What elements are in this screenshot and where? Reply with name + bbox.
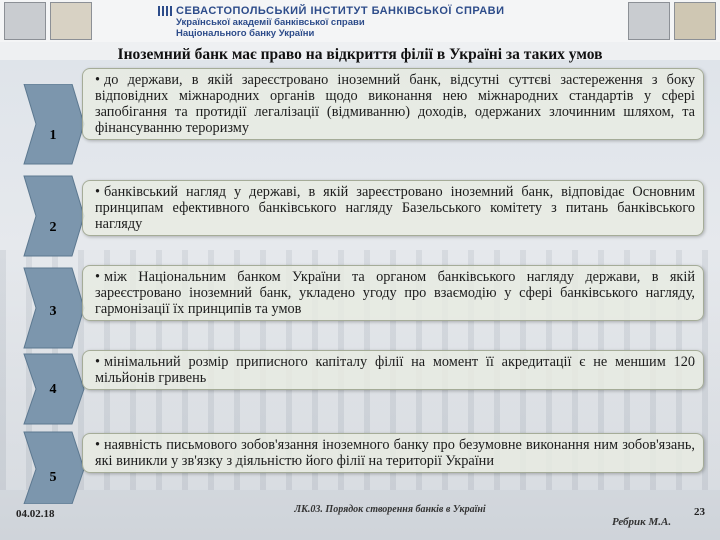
footer-date: 04.02.18 bbox=[16, 508, 55, 520]
institute-line-1: СЕВАСТОПОЛЬСЬКИЙ ІНСТИТУТ БАНКІВСЬКОЇ СПРАВИ bbox=[176, 5, 505, 17]
condition-card-4 bbox=[82, 350, 704, 390]
page-number: 23 bbox=[694, 506, 705, 518]
condition-card-2 bbox=[82, 180, 704, 236]
chevron-arrow-icon bbox=[24, 84, 84, 164]
bullet-icon: • bbox=[95, 269, 101, 285]
bullet-icon: • bbox=[95, 72, 101, 88]
step-number-4: 4 bbox=[49, 382, 57, 397]
condition-text-2: банківський нагляд у державі, в якій зареєстровано іноземний банк, відповідає Основним принципам ефективного банківського нагляду Базельського комітету з питань банківського нагляду bbox=[95, 184, 695, 232]
condition-text-4: мінімальний розмір приписного капіталу філії на момент її акредитації є не меншим 120 мільйонів гривень bbox=[95, 354, 695, 386]
condition-card-1 bbox=[82, 68, 704, 140]
step-number-1: 1 bbox=[49, 128, 57, 143]
building-left-icon bbox=[50, 2, 92, 40]
header-banner bbox=[0, 0, 720, 42]
institute-line-3: Національного банку України bbox=[176, 28, 315, 39]
condition-card-5 bbox=[82, 433, 704, 473]
bullet-icon: • bbox=[95, 437, 101, 453]
institute-line-2: Української академії банківської справи bbox=[176, 17, 365, 28]
chevron-arrow-icon bbox=[24, 176, 84, 256]
bullet-icon: • bbox=[95, 184, 101, 200]
chevron-arrow-icon bbox=[24, 432, 84, 504]
step-number-5: 5 bbox=[49, 470, 57, 485]
emblem-right-icon bbox=[674, 2, 716, 40]
bank-logo-icon bbox=[158, 6, 172, 16]
condition-card-3 bbox=[82, 265, 704, 321]
bullet-icon: • bbox=[95, 354, 101, 370]
condition-text-1: до держави, в якій зареєстровано іноземний банк, відсутні суттєві застереження з боку відповідних міжнародних органів щодо виконання нею міжнародних стандартів у сфері запобігання та протидії легалізації (відмиванню) доходів, одержаних злочинним шляхом, та фінансуванню тероризму bbox=[95, 72, 695, 136]
slide-title: Іноземний банк має право на відкриття філії в Україні за таких умов bbox=[117, 46, 603, 63]
footer-lecture: ЛК.03. Порядок створення банків в Україні bbox=[294, 504, 486, 515]
building-right-icon bbox=[628, 2, 670, 40]
condition-text-5: наявність письмового зобов'язання іноземного банку про безумовне виконання ним зобов'язань, які виникли у зв'язку з діяльністю його філії на території України bbox=[95, 437, 695, 469]
footer-author: Ребрик М.А. bbox=[612, 516, 672, 528]
emblem-left-icon bbox=[4, 2, 46, 40]
institute-name bbox=[158, 6, 558, 39]
condition-text-3: між Національним банком України та органом банківського нагляду держави, в якій зареєстровано іноземний банк, укладено угоду про взаємодію у сфері банківського нагляду, гармонізації їх принципів та умов bbox=[95, 269, 695, 317]
step-number-2: 2 bbox=[49, 220, 57, 235]
step-number-3: 3 bbox=[49, 304, 57, 319]
step-arrows bbox=[22, 84, 86, 504]
